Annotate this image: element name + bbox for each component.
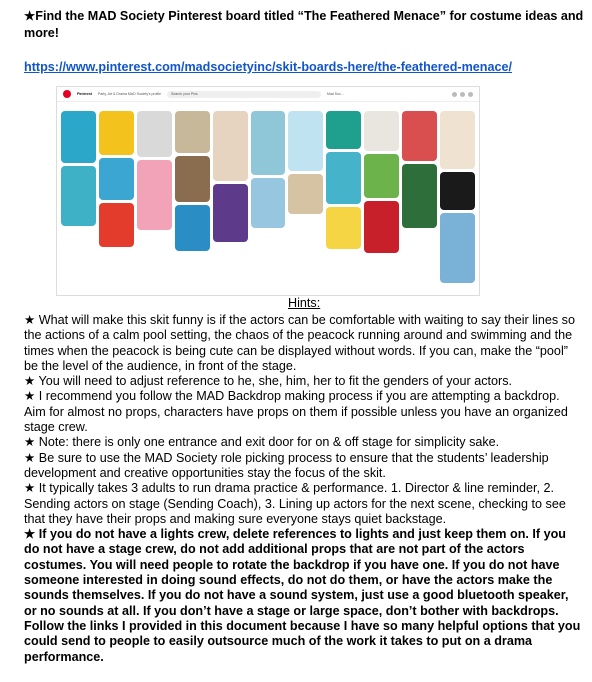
pinterest-logo-icon bbox=[63, 90, 71, 98]
pin-image[interactable] bbox=[175, 156, 210, 202]
pin-image[interactable] bbox=[440, 111, 475, 169]
pinterest-screenshot bbox=[56, 86, 480, 296]
breadcrumb: Party, Art & Drama MAD Society's profile bbox=[97, 92, 162, 96]
hints-title: Hints: bbox=[288, 296, 321, 310]
pin-image[interactable] bbox=[213, 111, 248, 181]
pin-image[interactable] bbox=[364, 111, 399, 151]
pin-image[interactable] bbox=[364, 201, 399, 253]
notification-icon bbox=[452, 92, 457, 97]
message-icon bbox=[460, 92, 465, 97]
pin-image[interactable] bbox=[440, 213, 475, 283]
pin-image[interactable] bbox=[137, 111, 172, 157]
pin-image[interactable] bbox=[326, 152, 361, 204]
pin-image[interactable] bbox=[288, 111, 323, 171]
search-placeholder: Search your Pins bbox=[171, 92, 198, 96]
pin-image[interactable] bbox=[175, 205, 210, 251]
pin-image[interactable] bbox=[326, 207, 361, 249]
hint-item: ★ Note: there is only one entrance and exit door for on & off stage for simplicity sake. bbox=[24, 435, 500, 450]
search-input bbox=[167, 91, 321, 98]
pin-image[interactable] bbox=[288, 174, 323, 214]
pin-image[interactable] bbox=[402, 164, 437, 228]
pin-grid bbox=[61, 111, 475, 295]
hint-item: ★ Be sure to use the MAD Society role picking process to ensure that the students’ leadership development and creative opportunities stay the focus of the skit. bbox=[24, 450, 549, 480]
pin-image[interactable] bbox=[213, 184, 248, 242]
pinterest-link[interactable]: https://www.pinterest.com/madsocietyinc/skit-boards-here/the-feathered-menace/ bbox=[24, 60, 513, 74]
pin-image[interactable] bbox=[440, 172, 475, 210]
intro-text: ★Find the MAD Society Pinterest board titled “The Feathered Menace” for costume ideas and more! bbox=[24, 9, 584, 40]
pin-image[interactable] bbox=[99, 111, 134, 155]
pin-image[interactable] bbox=[99, 158, 134, 200]
hint-item: ★ It typically takes 3 adults to run drama practice & performance. 1. Director & line reminder, 2. Sending actors on stage (Sending Coach), 3. Lining up actors for the next scene, checking to see that they have their props and making sure everyone stays quiet backstage. bbox=[24, 481, 566, 526]
account-name: Mad Soc... bbox=[327, 92, 344, 96]
hint-item: ★ I recommend you follow the MAD Backdrop making process if you are attempting a backdrop. Aim for almost no props, characters have props on them if possible unless you have an organized stage crew. bbox=[24, 389, 568, 435]
pinterest-topbar bbox=[57, 87, 479, 102]
hint-item: ★ What will make this skit funny is if the actors can be comfortable with waiting to say their lines so the actions of a calm pool setting, the chaos of the peacock running around and swimming and the times when the peacock is being cute can be displayed without words. If you can, make the “pool” be the level of the audience, in front of the stage. bbox=[24, 313, 575, 373]
document-page bbox=[24, 8, 584, 75]
pin-image[interactable] bbox=[251, 178, 286, 228]
tab-title: Pinterest bbox=[77, 92, 92, 96]
pin-image[interactable] bbox=[364, 154, 399, 198]
hint-item-bold: ★ If you do not have a lights crew, delete references to lights and just keep them on. If you do not have a stage crew, do not add additional props that are not part of the actors costumes. You will need people to rotate the backdrop if you have one. If you do not have someone interested in doing sound effects, do not do them, or have the actors make the sounds themselves. If you do not have a sound system, just use a good bluetooth speaker, or no sounds at all. If you don’t have a stage or large space, don’t bother with backdrops. Follow the links I provided in this document because I have so many helpful options that you could send to people to easily outsource much of the work it takes to put on a drama performance. bbox=[24, 527, 581, 664]
pin-image[interactable] bbox=[61, 111, 96, 163]
pin-image[interactable] bbox=[251, 111, 286, 175]
pin-image[interactable] bbox=[99, 203, 134, 247]
pin-image[interactable] bbox=[402, 111, 437, 161]
pin-image[interactable] bbox=[326, 111, 361, 149]
pin-image[interactable] bbox=[137, 160, 172, 230]
pin-image[interactable] bbox=[175, 111, 210, 153]
toolbar-icons bbox=[452, 92, 473, 97]
avatar-icon bbox=[468, 92, 473, 97]
pin-image[interactable] bbox=[61, 166, 96, 226]
hint-item: ★ You will need to adjust reference to he, she, him, her to fit the genders of your actors. bbox=[24, 374, 513, 389]
hints-list bbox=[24, 313, 584, 665]
